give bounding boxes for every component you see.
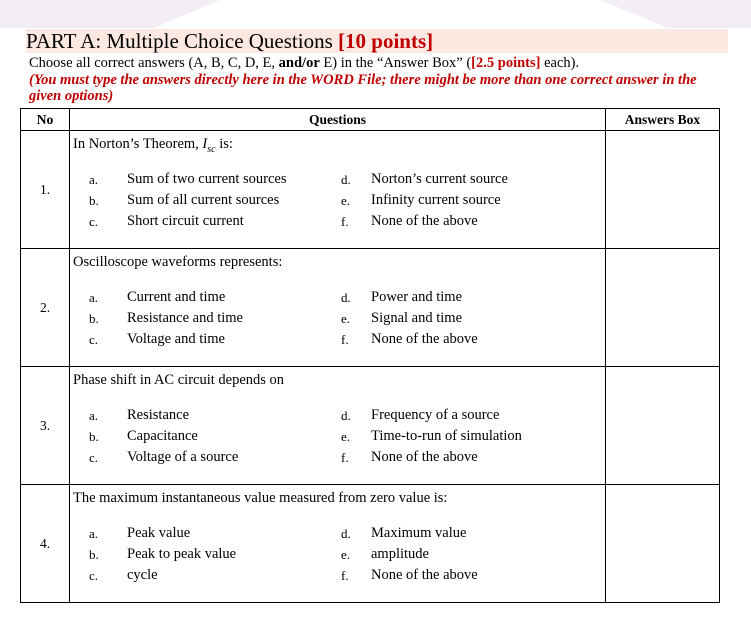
question-row xyxy=(21,249,720,367)
instructions-end: each). xyxy=(540,55,580,71)
question-stem: Phase shift in AC circuit depends on xyxy=(73,372,285,388)
options-group xyxy=(70,523,605,587)
options-group xyxy=(70,287,605,351)
option-letter: d. xyxy=(341,408,351,423)
option-text: None of the above xyxy=(371,213,478,229)
option-text: Sum of two current sources xyxy=(127,171,287,187)
option-letter: e. xyxy=(341,429,351,444)
answer-box[interactable] xyxy=(606,367,720,485)
table-header-row xyxy=(21,109,720,131)
question-row xyxy=(21,131,720,249)
question-row xyxy=(21,485,720,603)
option-letter: b. xyxy=(89,547,99,562)
option-letter: e. xyxy=(341,193,351,208)
instructions-text: Choose all correct answers (A, B, C, D, E, xyxy=(29,55,279,71)
option-text: Short circuit current xyxy=(127,213,244,229)
option-letter: d. xyxy=(341,172,351,187)
question-stem xyxy=(70,131,605,153)
option-text: Current and time xyxy=(127,289,226,305)
option-letter: a. xyxy=(89,408,99,423)
part-heading xyxy=(26,29,728,53)
question-stem-subscript: sc xyxy=(207,143,216,155)
part-title: PART A: Multiple Choice Questions xyxy=(26,29,333,53)
option-text: Voltage of a source xyxy=(127,449,239,465)
option-text: Sum of all current sources xyxy=(127,192,280,208)
option-letter: c. xyxy=(89,568,99,583)
option-text: None of the above xyxy=(371,567,478,583)
option-text: Peak value xyxy=(127,525,191,541)
col-header-questions: Questions xyxy=(70,109,606,131)
option-text: amplitude xyxy=(371,546,429,562)
question-cell xyxy=(70,367,606,485)
options-group xyxy=(70,405,605,469)
option-letter: c. xyxy=(89,214,99,229)
question-number: 4. xyxy=(21,485,70,603)
option-text: Peak to peak value xyxy=(127,546,237,562)
option-letter: a. xyxy=(89,290,99,305)
option-text: Norton’s current source xyxy=(371,171,508,187)
question-stem: The maximum instantaneous value measured from zero value is: xyxy=(73,490,448,506)
option-text: Infinity current source xyxy=(371,192,501,208)
question-number: 3. xyxy=(21,367,70,485)
answer-box[interactable] xyxy=(606,249,720,367)
answer-box[interactable] xyxy=(606,485,720,603)
option-letter: b. xyxy=(89,311,99,326)
col-header-no: No xyxy=(21,109,70,131)
answer-box[interactable] xyxy=(606,131,720,249)
option-text: None of the above xyxy=(371,449,478,465)
question-stem-end: is: xyxy=(215,136,233,152)
question-stem: Oscilloscope waveforms represents: xyxy=(73,254,283,270)
option-letter: d. xyxy=(341,526,351,541)
col-header-answers: Answers Box xyxy=(606,109,720,131)
option-text: None of the above xyxy=(371,331,478,347)
questions-table xyxy=(20,108,720,603)
question-cell xyxy=(70,249,606,367)
option-letter: c. xyxy=(89,332,99,347)
instructions-points: [2.5 points] xyxy=(471,55,541,71)
option-text: Voltage and time xyxy=(127,331,225,347)
part-points: [10 points] xyxy=(338,29,434,53)
option-letter: d. xyxy=(341,290,351,305)
option-letter: f. xyxy=(341,568,349,583)
option-letter: f. xyxy=(341,332,349,347)
question-stem-text: In Norton’s Theorem, xyxy=(73,136,203,152)
instructions-text-2: E) in the “Answer Box” ( xyxy=(319,55,472,71)
question-cell xyxy=(70,131,606,249)
option-text: cycle xyxy=(127,567,158,583)
option-letter: a. xyxy=(89,526,99,541)
option-text: Maximum value xyxy=(371,525,467,541)
option-text: Resistance and time xyxy=(127,310,243,326)
option-text: Power and time xyxy=(371,289,463,305)
option-text: Time-to-run of simulation xyxy=(371,428,522,444)
option-letter: a. xyxy=(89,172,99,187)
option-text: Frequency of a source xyxy=(371,407,500,423)
option-letter: b. xyxy=(89,193,99,208)
option-text: Signal and time xyxy=(371,310,463,326)
option-text: Capacitance xyxy=(127,428,198,444)
option-text: Resistance xyxy=(127,407,190,423)
question-number: 1. xyxy=(21,131,70,249)
option-letter: b. xyxy=(89,429,99,444)
option-letter: e. xyxy=(341,547,351,562)
watermark-shape xyxy=(600,0,751,28)
watermark-shape xyxy=(0,0,220,28)
question-row xyxy=(21,367,720,485)
question-number: 2. xyxy=(21,249,70,367)
option-letter: f. xyxy=(341,214,349,229)
instructions-bold: and/or xyxy=(278,55,320,71)
option-letter: f. xyxy=(341,450,349,465)
question-cell xyxy=(70,485,606,603)
instructions-note: (You must type the answers directly here in the WORD File; there might be more than one correct answer in the given options) xyxy=(29,72,697,104)
option-letter: e. xyxy=(341,311,351,326)
instructions xyxy=(29,54,579,72)
question-stem-variable: I xyxy=(202,136,208,152)
option-letter: c. xyxy=(89,450,99,465)
options-group xyxy=(70,169,605,233)
